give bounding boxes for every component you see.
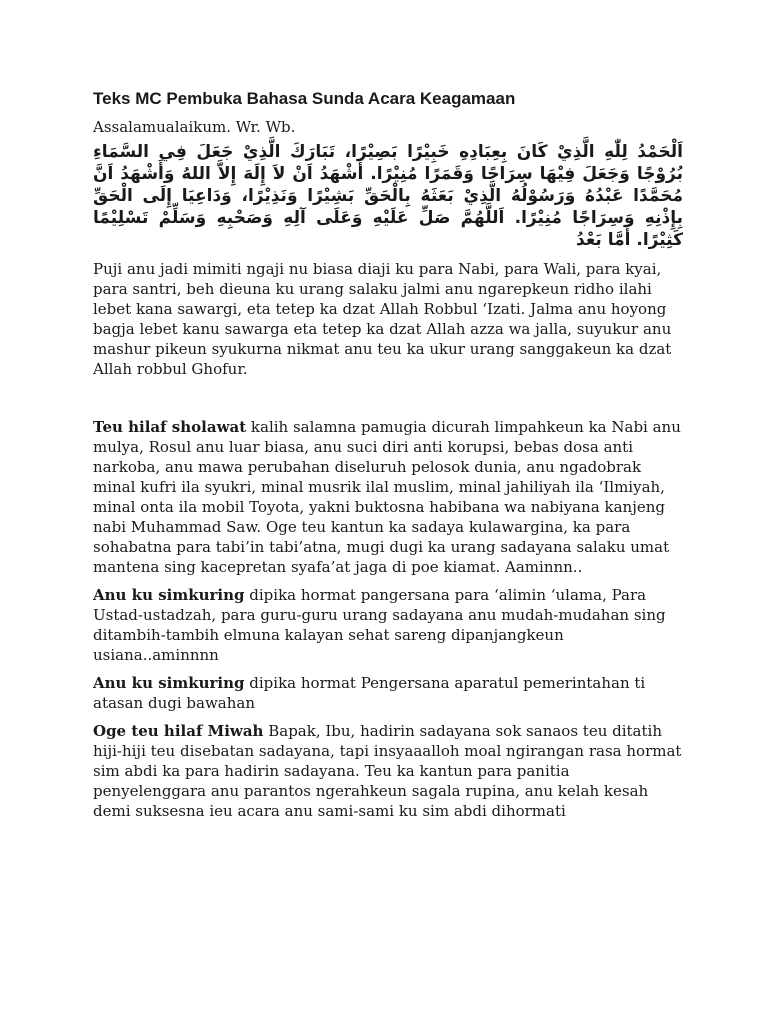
paragraph-respect-audience-body: Bapak, Ibu, hadirin sadayana sok sanaos teu ditatih hiji-hiji teu disebatan sadayana, tapi insyaaalloh moal ngirangan rasa hormat sim abdi ka para hadirin sadayana. Teu ka kantun para panitia penyelenggara anu parantos ngerahkeun sagala rupina, anu kelah kesah demi suksesna ieu acara anu sami-sami ku sim abdi dihormati: [93, 722, 682, 820]
document-title: Teks MC Pembuka Bahasa Sunda Acara Keagamaan: [93, 89, 516, 108]
paragraph-respect-ulama: [93, 585, 683, 665]
paragraph-sholawat-lead: Teu hilaf sholawat: [93, 418, 247, 436]
paragraph-respect-audience: [93, 721, 683, 821]
paragraph-respect-officials: [93, 673, 683, 713]
paragraph-respect-officials-body: dipika hormat Pengersana aparatul pemerintahan ti atasan dugi bawahan: [93, 674, 646, 712]
paragraph-praise: Puji anu jadi mimiti ngaji nu biasa diaji ku para Nabi, para Wali, para kyai, para santri, beh dieuna ku urang salaku jalmi anu ngarepkeun ridho ilahi lebet kana sawargi, eta tetep ka dzat Allah Robbul ‘Izati. Jalma anu hoyong bagja lebet kanu sawarga eta tetep ka dzat Allah azza wa jalla, suyukur anu mashur pikeun syukurna nikmat anu teu ka ukur urang sanggakeun ka dzat Allah robbul Ghofur.: [93, 260, 672, 378]
paragraph-sholawat: [93, 417, 683, 577]
paragraph-sholawat-body: kalih salamna pamugia dicurah limpahkeun ka Nabi anu mulya, Rosul anu luar biasa, anu suci diri anti korupsi, bebas dosa anti narkoba, anu mawa perubahan diseluruh pelosok dunia, anu ngadobrak minal kufri ila syukri, minal musrik ilal muslim, minal jahiliyah ila ‘Ilmiyah, minal onta ila mobil Toyota, yakni buktosna habibana wa nabiyana kanjeng nabi Muhammad Saw. Oge teu kantun ka sadaya kulawargina, ka para sohabatna para tabi’in tabi’atna, mugi dugi ka urang sadayana salaku umat mantena sing kacepretan syafa’at jaga di poe kiamat. Aaminnn..: [93, 418, 681, 576]
paragraph-respect-ulama-body: dipika hormat pangersana para ‘alimin ‘ulama, Para Ustad-ustadzah, para guru-guru urang sadayana anu mudah-mudahan sing ditambih-tambih elmuna kalayan sehat sareng dipanjangkeun usiana..aminnnn: [93, 586, 666, 664]
paragraph-respect-ulama-lead: Anu ku simkuring: [93, 586, 245, 604]
paragraph-respect-officials-lead: Anu ku simkuring: [93, 674, 245, 692]
greeting-line: Assalamualaikum. Wr. Wb.: [93, 118, 296, 136]
paragraph-respect-audience-lead: Oge teu hilaf Miwah: [93, 722, 264, 740]
arabic-opening-prayer: اَلْحَمْدُ لِلّٰهِ الَّذِيْ كَانَ بِعِبَادِهِ خَبِيْرًا بَصِيْرًا، تَبَارَكَ الَّذِيْ جَعَلَ فِي السَّمَاءِ بُرُوْجًا وَجَعَلَ فِيْهَا سِرَاجًا وَقَمَرًا مُنِيْرًا. أَشْهَدُ اَنْ لاَ إِلَهَ إِلاَّ اللهُ وَأَشْهَدُ اَنَّ مُحَمَّدًا عَبْدُهُ وَرَسُوْلُهُ الَّذِيْ بَعَثَهُ بِالْحَقِّ بَشِيْرًا وَنَذِيْرًا، وَدَاعِيَا إِلَى الْحَقِّ بِإِذْنِهِ وَسِرَاجًا مُنِيْرًا. اَللَّهُمَّ صَلِّ عَلَيْهِ وَعَلَى آلِهِ وَصَحْبِهِ وَسَلِّمْ تَسْلِيْمًا كَثِيْرًا. أَمَّا بَعْدُ: [93, 142, 683, 250]
document-page: [93, 88, 683, 821]
